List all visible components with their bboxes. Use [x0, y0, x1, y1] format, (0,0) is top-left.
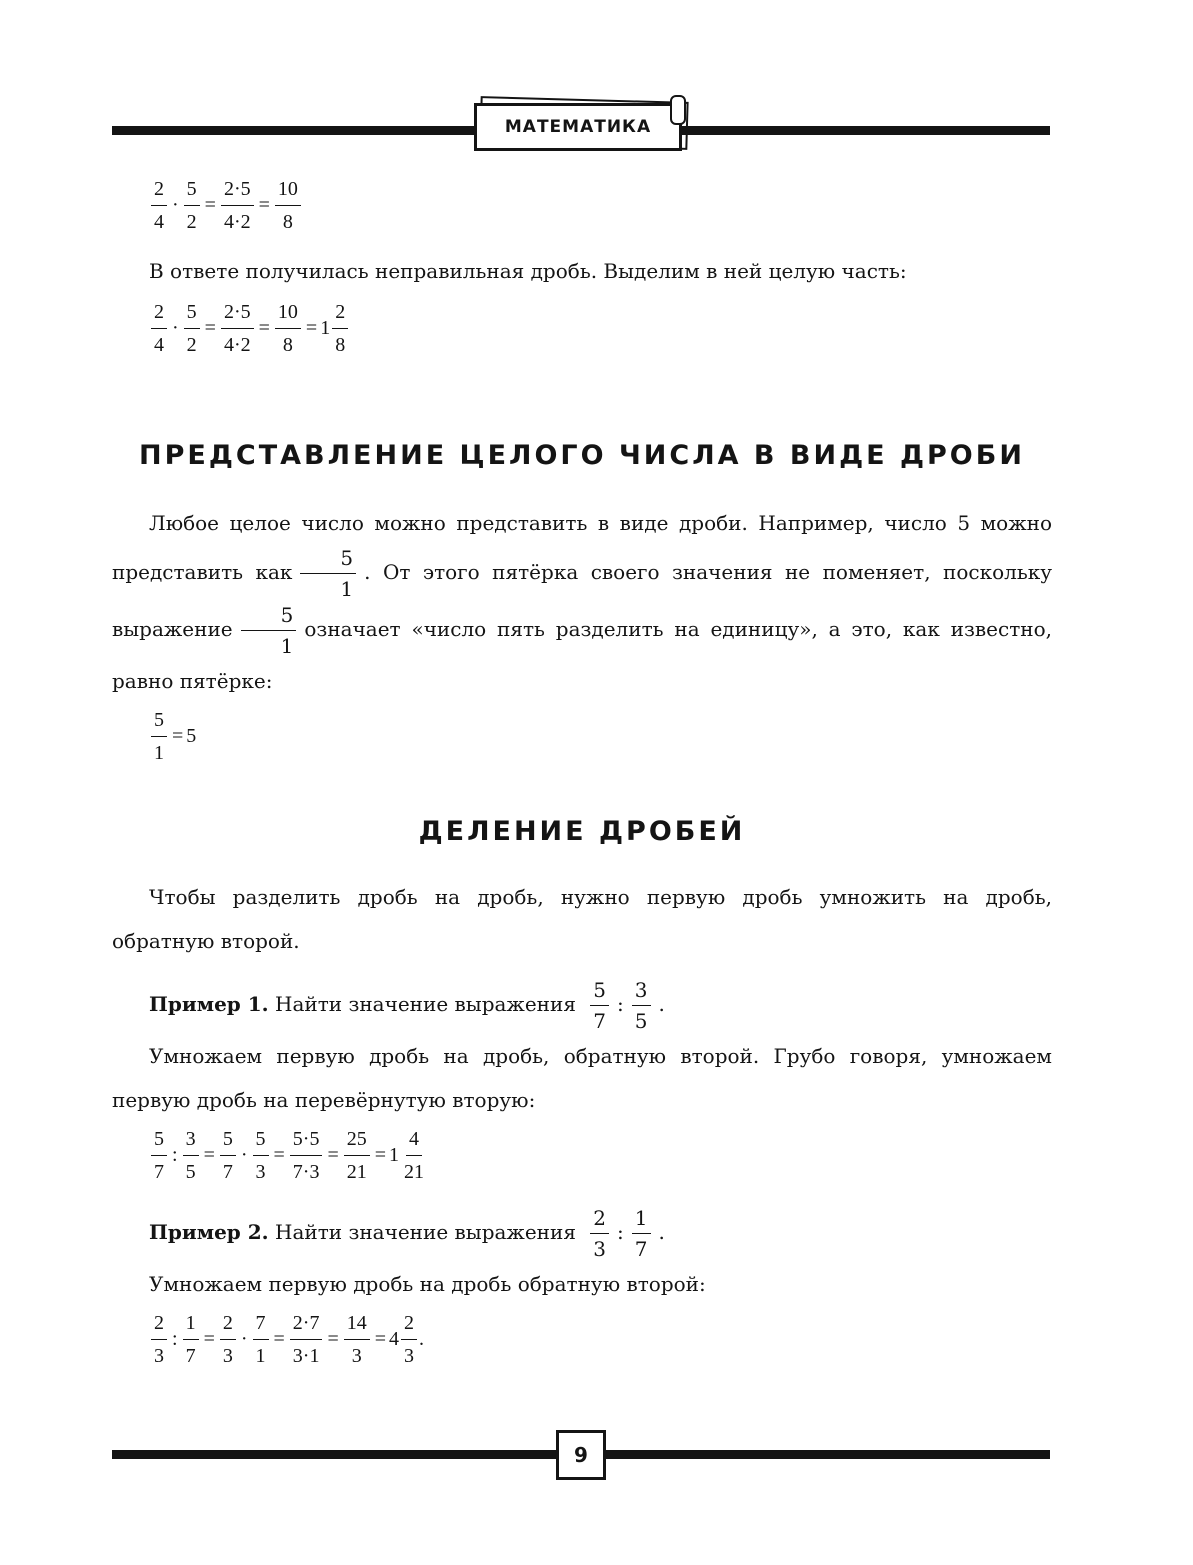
fraction: $\frac{7}{1}$: [253, 1310, 269, 1369]
operator: =: [203, 1144, 215, 1166]
page-number: 9: [556, 1430, 606, 1480]
fraction: $\frac{2\cdot 5}{4\cdot 2}$: [221, 176, 254, 235]
paragraph: Чтобы разделить дробь на дробь, нужно первую дробь умножить на дробь, обратную второй.: [112, 885, 1052, 953]
operator: ·: [172, 317, 179, 339]
operator: ·: [240, 1328, 248, 1350]
equation-5: [112, 1310, 1052, 1369]
fraction: $\frac{5}{3}$: [253, 1126, 269, 1185]
operator: =: [374, 1328, 387, 1350]
operator: =: [374, 1144, 387, 1166]
fraction: $\frac{5}{7}$: [590, 977, 609, 1034]
fraction: $\frac{5\cdot 5}{7\cdot 3}$: [290, 1126, 323, 1185]
operator: =: [273, 1328, 285, 1350]
fraction: $\frac{2\cdot 5}{4\cdot 2}$: [221, 299, 254, 358]
fraction: $\frac{5}{1}$: [300, 545, 356, 602]
example-2: Пример 2. Найти значение выражения $\frac{2}{3}$ : $\frac{1}{7}$ .: [149, 1206, 665, 1261]
whole-part: 1: [320, 317, 331, 339]
fraction: $\frac{4}{21}$: [404, 1128, 425, 1183]
fraction: $\frac{2}{3}$: [151, 1310, 167, 1369]
paragraph: Любое целое число можно представить в виде дроби. Например, число 5 можно представить как $\frac{5}{1}$ . От этого пятёрка своего значения не поменяет, поскольку выражение $\frac{5}{1}$ означает «число пять разделить на единицу», а это, как известно, равно пятёрке:: [112, 511, 1053, 693]
equation-4: [112, 1126, 1052, 1185]
operator: =: [204, 317, 216, 339]
fraction: $\frac{2}{4}$: [151, 299, 167, 358]
operator: =: [258, 194, 270, 216]
operator: ·: [172, 194, 179, 216]
paperclip-icon: [670, 95, 686, 125]
example-1: Пример 1. Найти значение выражения $\frac{5}{7}$ : $\frac{3}{5}$ .: [149, 978, 665, 1033]
fraction: $\frac{10}{8}$: [275, 176, 301, 235]
fraction: $\frac{5}{7}$: [220, 1126, 236, 1185]
fraction: $\frac{25}{21}$: [344, 1126, 370, 1185]
section-title: ПРЕДСТАВЛЕНИЕ ЦЕЛОГО ЧИСЛА В ВИДЕ ДРОБИ: [139, 440, 1025, 471]
fraction: $\frac{10}{8}$: [275, 299, 301, 358]
fraction: $\frac{2}{3}$: [590, 1205, 609, 1262]
operator: =: [258, 317, 270, 339]
whole-part: 1: [389, 1144, 400, 1166]
fraction: $\frac{3}{5}$: [183, 1126, 199, 1185]
header-tab: [474, 99, 690, 157]
fraction: $\frac{2}{3}$: [401, 1310, 417, 1369]
header-title: МАТЕМАТИКА: [504, 117, 652, 137]
equation-1: [112, 176, 1052, 235]
operator: :: [172, 1328, 178, 1350]
operator: =: [273, 1144, 285, 1166]
operator: =: [172, 725, 184, 747]
fraction: $\frac{2}{8}$: [332, 299, 348, 358]
whole-part: 4: [389, 1328, 400, 1350]
fraction: $\frac{5}{2}$: [184, 299, 200, 358]
equation-2: [112, 299, 1052, 358]
fraction: $\frac{2}{4}$: [151, 176, 167, 235]
paragraph: Умножаем первую дробь на дробь обратную второй:: [149, 1272, 706, 1296]
operator: =: [203, 1328, 215, 1350]
fraction: $\frac{5}{2}$: [184, 176, 200, 235]
paragraph: Умножаем первую дробь на дробь, обратную второй. Грубо говоря, умножаем первую дробь на перевёрнутую вторую:: [112, 1044, 1052, 1112]
operator: =: [204, 194, 216, 216]
fraction: $\frac{1}{7}$: [632, 1205, 651, 1262]
fraction: $\frac{5}{1}$: [151, 707, 167, 766]
fraction: $\frac{2}{3}$: [220, 1310, 236, 1369]
section-title: ДЕЛЕНИЕ ДРОБЕЙ: [418, 816, 746, 847]
fraction: $\frac{3}{5}$: [632, 977, 651, 1034]
paragraph: В ответе получилась неправильная дробь. Выделим в ней целую часть:: [149, 259, 907, 283]
operator: =: [327, 1328, 339, 1350]
equation-3: [112, 707, 1052, 766]
page-content: [112, 170, 1052, 1369]
operator: =: [327, 1144, 339, 1166]
fraction: $\frac{5}{7}$: [151, 1126, 167, 1185]
operator: =: [305, 317, 318, 339]
fraction: $\frac{5}{1}$: [241, 602, 297, 659]
result: 5: [186, 725, 197, 747]
period: .: [419, 1328, 425, 1350]
fraction: $\frac{14}{3}$: [344, 1310, 370, 1369]
fraction: $\frac{2\cdot 7}{3\cdot 1}$: [290, 1310, 323, 1369]
fraction: $\frac{1}{7}$: [183, 1310, 199, 1369]
operator: :: [172, 1144, 178, 1166]
operator: ·: [240, 1144, 248, 1166]
